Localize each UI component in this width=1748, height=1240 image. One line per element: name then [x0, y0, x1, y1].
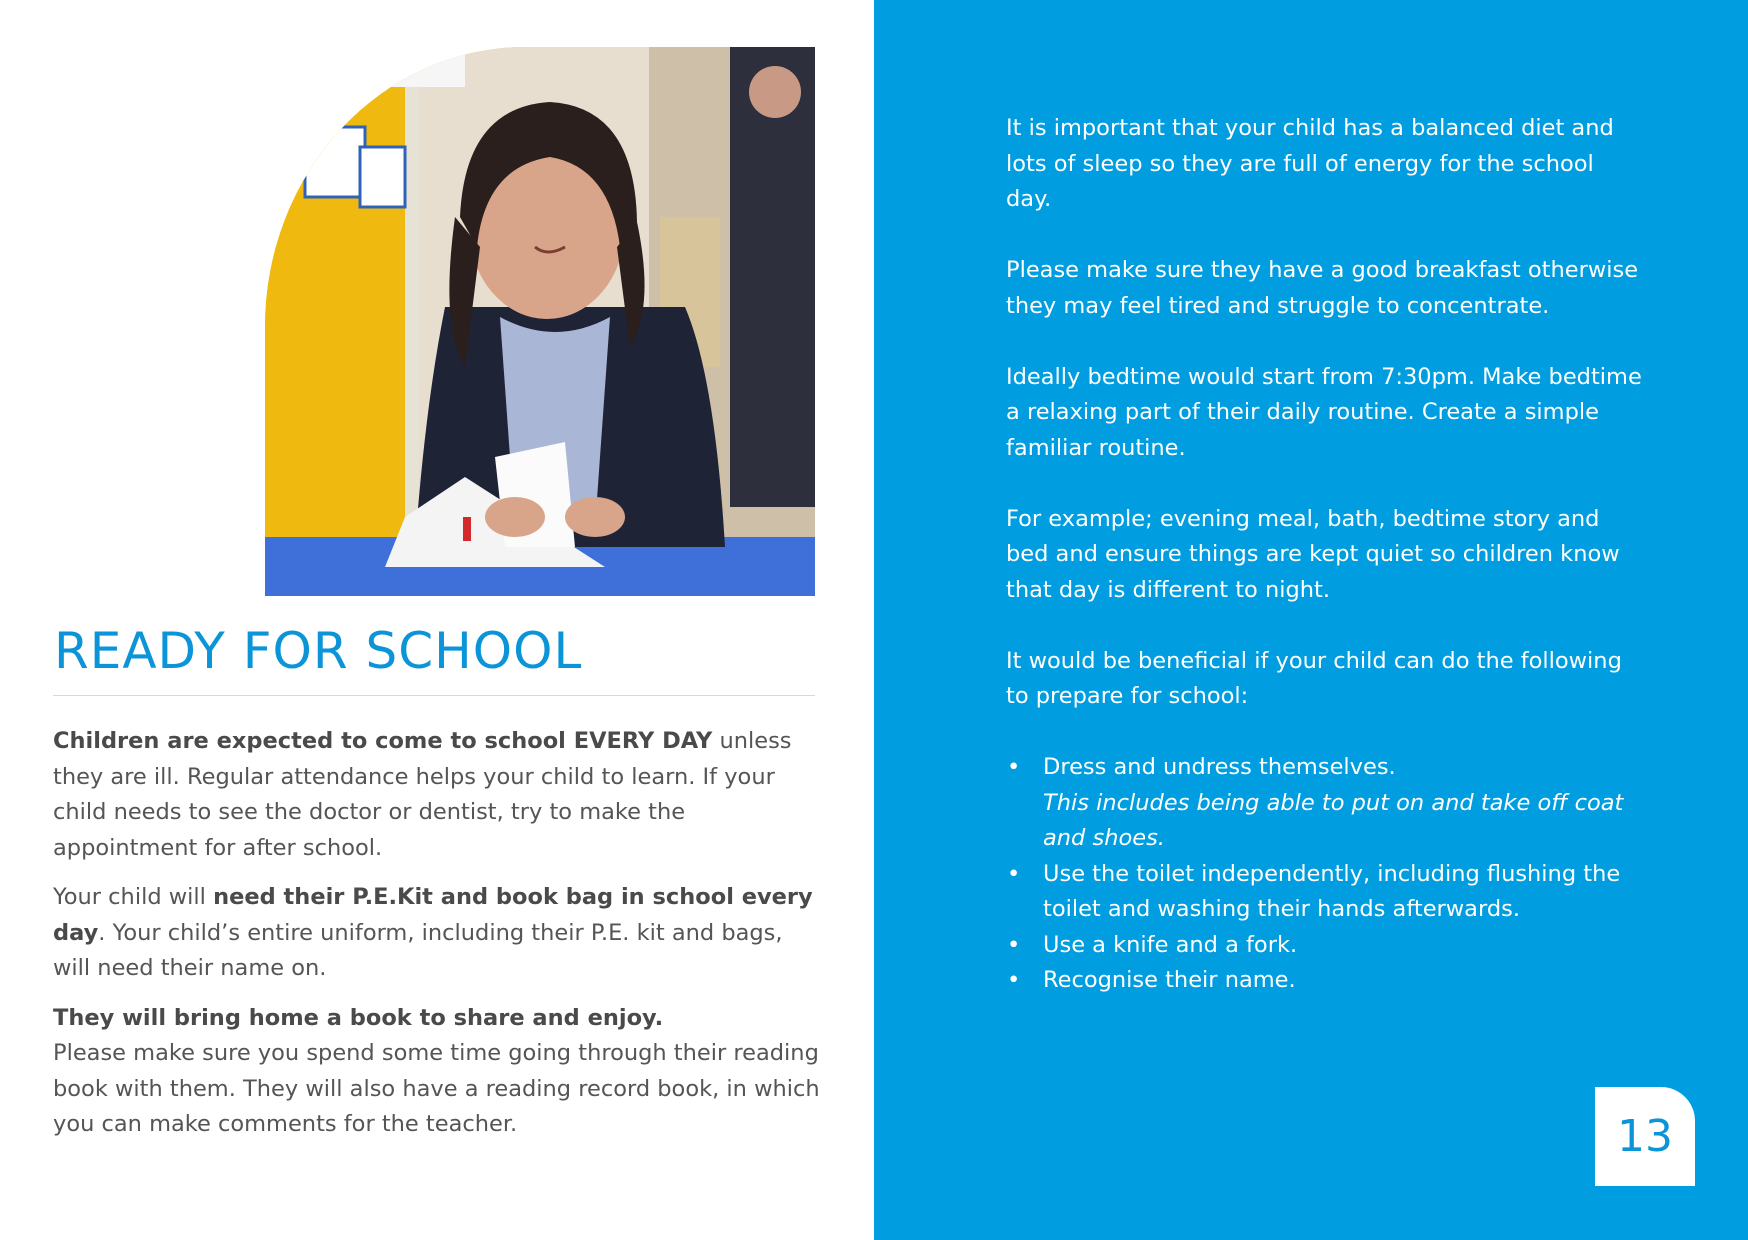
attendance-text: unless they are ill. Regular attendance helps your child to learn. If your child needs to see the doctor or dentist, try to make the appointment for after school. [53, 728, 792, 861]
reading-text: Please make sure you spend some time going through their reading book with them. They will also have a reading record book, in which you can make comments for the teacher. [53, 1040, 820, 1137]
list-item-note: This includes being able to put on and take off coat and shoes. [1043, 789, 1624, 851]
list-item [1006, 857, 1646, 928]
child-photo [265, 47, 815, 596]
title-divider [53, 695, 815, 696]
list-item-text: Use a knife and a fork. [1043, 931, 1298, 958]
pe-kit-pre: Your child will [53, 884, 214, 910]
photo-illustration [265, 47, 815, 596]
right-body-text [1006, 111, 1646, 999]
routine-example-paragraph: For example; evening meal, bath, bedtime story and bed and ensure things are kept quiet so children know that day is different to night. [1006, 505, 1620, 603]
bullet-icon: • [1007, 860, 1021, 887]
list-item [1006, 963, 1646, 999]
bullet-icon: • [1007, 967, 1021, 993]
skills-list [1006, 750, 1646, 999]
breakfast-paragraph: Please make sure they have a good breakfast otherwise they may feel tired and struggle to concentrate. [1006, 257, 1639, 319]
list-item [1006, 928, 1646, 964]
list-item-text: Dress and undress themselves. [1043, 754, 1396, 780]
prepare-intro-paragraph: It would be beneficial if your child can do the following to prepare for school: [1006, 647, 1622, 709]
pe-kit-bold: need their P.E.Kit and book bag in school every day [53, 884, 813, 946]
reading-paragraph [53, 1001, 823, 1143]
page-title: READY FOR SCHOOL [54, 622, 583, 680]
bedtime-paragraph: Ideally bedtime would start from 7:30pm. Make bedtime a relaxing part of their daily routine. Create a simple familiar routine. [1006, 363, 1642, 461]
diet-paragraph: It is important that your child has a balanced diet and lots of sleep so they are full of energy for the school day. [1006, 115, 1614, 212]
list-item-text: Recognise their name. [1043, 967, 1296, 993]
list-item-text: Use the toilet independently, including flushing the toilet and washing their hands afterwards. [1043, 860, 1621, 922]
left-body-text [53, 724, 823, 1157]
bullet-icon: • [1007, 754, 1021, 780]
reading-bold: They will bring home a book to share and enjoy. [53, 1004, 664, 1031]
pe-kit-paragraph [53, 880, 823, 987]
bullet-icon: • [1007, 931, 1021, 958]
page-number: 13 [1617, 1111, 1673, 1162]
pe-kit-text: . Your child’s entire uniform, including their P.E. kit and bags, will need their name on. [53, 919, 783, 981]
attendance-paragraph [53, 724, 823, 866]
page-number-badge [1595, 1087, 1695, 1186]
list-item [1006, 750, 1646, 857]
attendance-bold: Children are expected to come to school EVERY DAY [53, 728, 713, 754]
